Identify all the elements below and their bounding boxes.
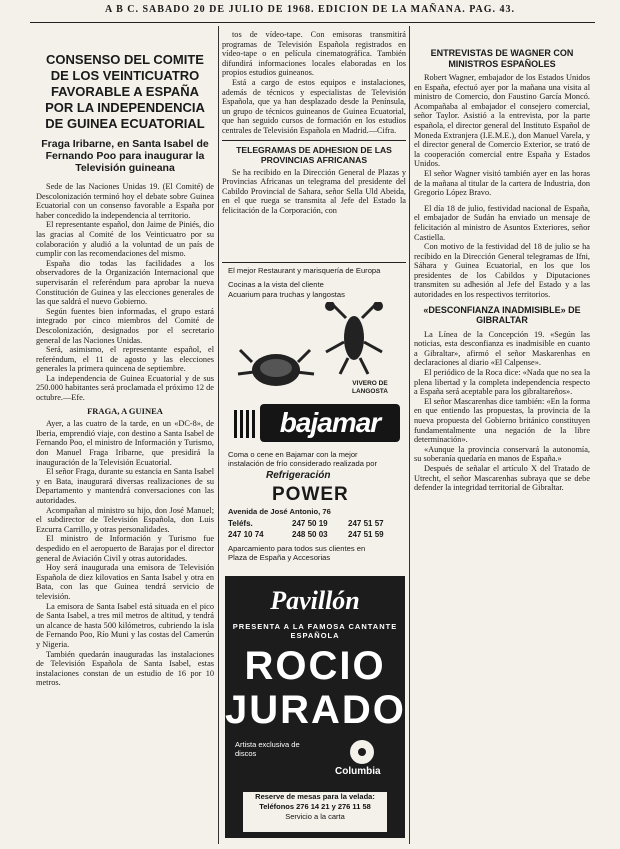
ad-line: Reserve de mesas para la velada: (255, 792, 375, 801)
phone-number: 247 51 59 (348, 530, 384, 539)
ad-line: PRESENTA A LA FAMOSA CANTANTE ESPAÑOLA (232, 622, 398, 640)
paragraph: La independencia de Guinea Ecuatorial y de sus 250.000 habitantes será proclamada el próximo 12 de octubre.—Efe. (36, 373, 214, 403)
paragraph: Acompañan al ministro su hijo, don José Manuel; el subdirector de Televisión Española, don Luis Ezcurra Carrillo, y otras personalidades. (36, 505, 214, 534)
rule (222, 262, 406, 263)
column-rule (218, 26, 219, 844)
paragraph: El señor Mascarenhas dice también: «En la forma en que entiendo las propuestas, la provincia de la nueva propuesta del Gobierno británico constituyen fundamentalmente una negación de la libre determinación». (414, 396, 590, 445)
phone-number: 247 10 74 (228, 530, 264, 539)
column-rule (409, 26, 410, 844)
headline: «DESCONFIANZA INADMISIBLE» DE GIBRALTAR (423, 304, 581, 326)
headline: TELEGRAMAS DE ADHESION DE LAS PROVINCIAS AFRICANAS (236, 144, 392, 165)
crab-icon (238, 350, 314, 386)
refrigeracion-label: Refrigeración (266, 470, 331, 481)
paragraph: Robert Wagner, embajador de los Estados Unidos en España, efectuó ayer por la mañana una visita al ministro de Comercio, don Faustino García Moncó. Acompañaba al embajador el consejero comercial, señor Taylor. Asistió a la entrevista, por la parte española, el director general del Instituto Español de Moneda Extranjera (I.E.M.E.), don Manuel Varela, y el director general de Comercio Exterior, se trató de la cooperación comercial entre España y Estados Unidos. (414, 73, 590, 169)
ad-line: Servicio a la carta (285, 812, 345, 821)
paragraph: tos de vídeo-tape. Con emisoras transmitirá programas de Televisión Española registrados en vídeo-tape o en película cinematográfica. También difundirá informaciones locales elaboradas en los propios estudios guineanos. (222, 30, 406, 78)
paragraph: «Aunque la provincia conservará la autonomía, su soberanía quedaría en manos de España.» (414, 444, 590, 464)
phone-number: 247 50 19 (292, 519, 328, 528)
record-icon (347, 738, 377, 766)
columbia-logo: Columbia (335, 766, 381, 777)
paragraph: El señor Wagner visitó también ayer en las horas de la mañana al titular de la cartera de Industria, don Gregorio López Bravo. (414, 168, 590, 198)
article-column-2 (222, 30, 406, 258)
ad-line: Coma o cene en Bajamar con la mejor (228, 450, 358, 459)
article-column-1 (36, 52, 214, 844)
paragraph: La emisora de Santa Isabel está situada en el pico de Santa Isabel, a tres mil metros de altitud, y tendrá un alcance de hasta 500 kilómetros, cubriendo la isla de Fernando Poo, Río Muni y las costas del Camerún y Nigeria. (36, 601, 214, 649)
paragraph: Con motivo de la festividad del 18 de julio se ha recibido en la Dirección General telegramas de Ifni, Sáhara y Guinea Ecuatorial, en los que los presidentes de los Cabildos y Diputaciones transmiten su adhesión al Jefe del Estado y a las autoridades en los respectivos territorios. (414, 242, 590, 300)
subheadline: Fraga Iribarne, en Santa Isabel de Fernando Poo para inaugurar la Televisión guineana (41, 138, 209, 174)
paragraph: También quedarán inauguradas las instalaciones de Televisión Española de Santa Isabel, estas instalaciones constan de un estudio de 16 por 10 metros. (36, 649, 214, 688)
paragraph: El ministro de Información y Turismo fue despedido en el aeropuerto de Barajas por el director general de Aviación Civil y otras autoridades. (36, 534, 214, 563)
address: Avenida de José Antonio, 76 (228, 507, 331, 516)
paragraph: La Línea de la Concepción 19. «Según las noticias, esta desconfianza es inadmisible en cuanto a Gibraltar», afirmó el señor Maskarenhas en declaraciones al diario «El Calpense». (414, 329, 590, 368)
headline: CONSENSO DEL COMITE DE LOS VEINTICUATRO FAVORABLE A ESPAÑA POR LA INDEPENDENCIA DE GUINEA ECUATORIAL (45, 52, 205, 131)
top-rule (30, 22, 595, 23)
paragraph: El día 18 de julio, festividad nacional de España, el embajador de Sudán ha enviado un mensaje de felicitación al ministro de Asuntos Exteriores, señor Castiella. (414, 203, 590, 242)
ad-line: Cocinas a la vista del cliente (228, 280, 324, 289)
power-logo: POWER (272, 484, 349, 505)
reservation-box (243, 792, 387, 832)
paragraph: España dio todas las facilidades a los observadores de la Organización Internacional que supervisarán el referéndum para aprobar la nueva Constitución de Guinea y las elecciones generales de las que saldrá el nuevo Gobierno. (36, 258, 214, 307)
bajamar-logo: bajamar (260, 404, 400, 442)
paragraph: Está a cargo de estos equipos e instalaciones, además de técnicos y especialistas de Televisión Española, que ya han desplazado desde la Península, un grupo de técnicos guineanos de Guinea Ecuatorial, que han seguido cursos de formación en los estudios centrales de Televisión Española en Madrid.—Cifra. (222, 77, 406, 135)
ad-line: Artista exclusiva de discos (235, 740, 300, 758)
paragraph: El señor Fraga, durante su estancia en Santa Isabel y en Bata, inaugurará diversas realizaciones de su Departamento y mantendrá conversaciones con las autoridades. (36, 467, 214, 505)
artist-name: ROCIO (244, 644, 386, 688)
ad-line: Aparcamiento para todos sus clientes en (228, 544, 366, 553)
paragraph: Hoy será inaugurada una emisora de Televisión Española de diez kilovatios en Santa Isabel y otra en Bata, con las que Guinea tendrá servicio de televisión. (36, 563, 214, 601)
paragraph: Será, asimismo, el representante español, el referéndum, el 11 de agosto y las elecciones generales la primera quincena de septiembre. (36, 345, 214, 374)
phone-label: Teléfs. (228, 519, 253, 528)
artist-surname: JURADO (225, 688, 406, 732)
ad-line: El mejor Restaurant y marisquería de Europa (228, 266, 381, 275)
phone-numbers: Teléfonos 276 14 21 y 276 11 58 (259, 802, 371, 811)
fork-icon (232, 410, 260, 438)
pavillon-advertisement (225, 576, 405, 838)
ad-line: Acuarium para truchas y langostas (228, 290, 345, 299)
vivero-caption: VIVERO DE LANGOSTA (352, 380, 388, 395)
phone-number: 248 50 03 (292, 530, 328, 539)
paragraph: Se ha recibido en la Dirección General de Plazas y Provincias Africanas un telegrama del presidente del Cabildo Provincial de Sahara, señor Sella Uld Abeida, en el que ruega se transmita al Jefe del Estado la felicitación de la Corporación, con (222, 167, 406, 215)
paragraph: Ayer, a las cuatro de la tarde, en un «DC-8», de Iberia, emprendió viaje, con destino a Santa Isabel de Fernando Poo, el ministro de Información y Turismo, don Manuel Fraga Iribarne, que presidirá la inauguración de la Televisión Ecuatorial. (36, 419, 214, 467)
article-column-3 (414, 48, 590, 844)
paragraph: Sede de las Naciones Unidas 19. (El Comité) de Descolonización terminó hoy el debate sobre Guinea Ecuatorial con un consenso favorable a España por haber concedido la independencia al territorio. (36, 182, 214, 220)
paragraph: El representante español, don Jaime de Piniés, dio las gracias al Comité de los Veinticuatro por su colaboración y aludió a la voluntad de un país de cumplir con las recomendaciones del mismo. (36, 220, 214, 259)
masthead: A B C. SABADO 20 DE JULIO DE 1968. EDICION DE LA MAÑANA. PAG. 43. (104, 4, 516, 15)
headline: ENTREVISTAS DE WAGNER CON MINISTROS ESPAÑOLES (430, 48, 574, 69)
ad-line: instalación de frío considerado realizada por (228, 459, 378, 468)
rule (222, 140, 406, 141)
section-heading: FRAGA, A GUINEA (87, 405, 163, 416)
paragraph: Según fuentes bien informadas, el grupo estará integrado por cinco miembros del Comité de Descolonización, designados por el secretario general de las Naciones Unidas. (36, 306, 214, 345)
paragraph: Después de señalar el artículo X del Tratado de Utrecht, el señor Mascarenhas subraya que se debe defender la integridad territorial de Gibraltar. (414, 463, 590, 493)
bajamar-advertisement (222, 262, 406, 572)
lobster-icon (325, 302, 383, 374)
pavillon-logo: Pavillón (270, 586, 360, 615)
ad-line: Plaza de España y Accesorias (228, 553, 331, 562)
phone-number: 247 51 57 (348, 519, 384, 528)
paragraph: El periódico de la Roca dice: «Nada que no sea la plena libertad y la completa independencia respecto a España será aceptable para los gibraltareños». (414, 368, 590, 397)
